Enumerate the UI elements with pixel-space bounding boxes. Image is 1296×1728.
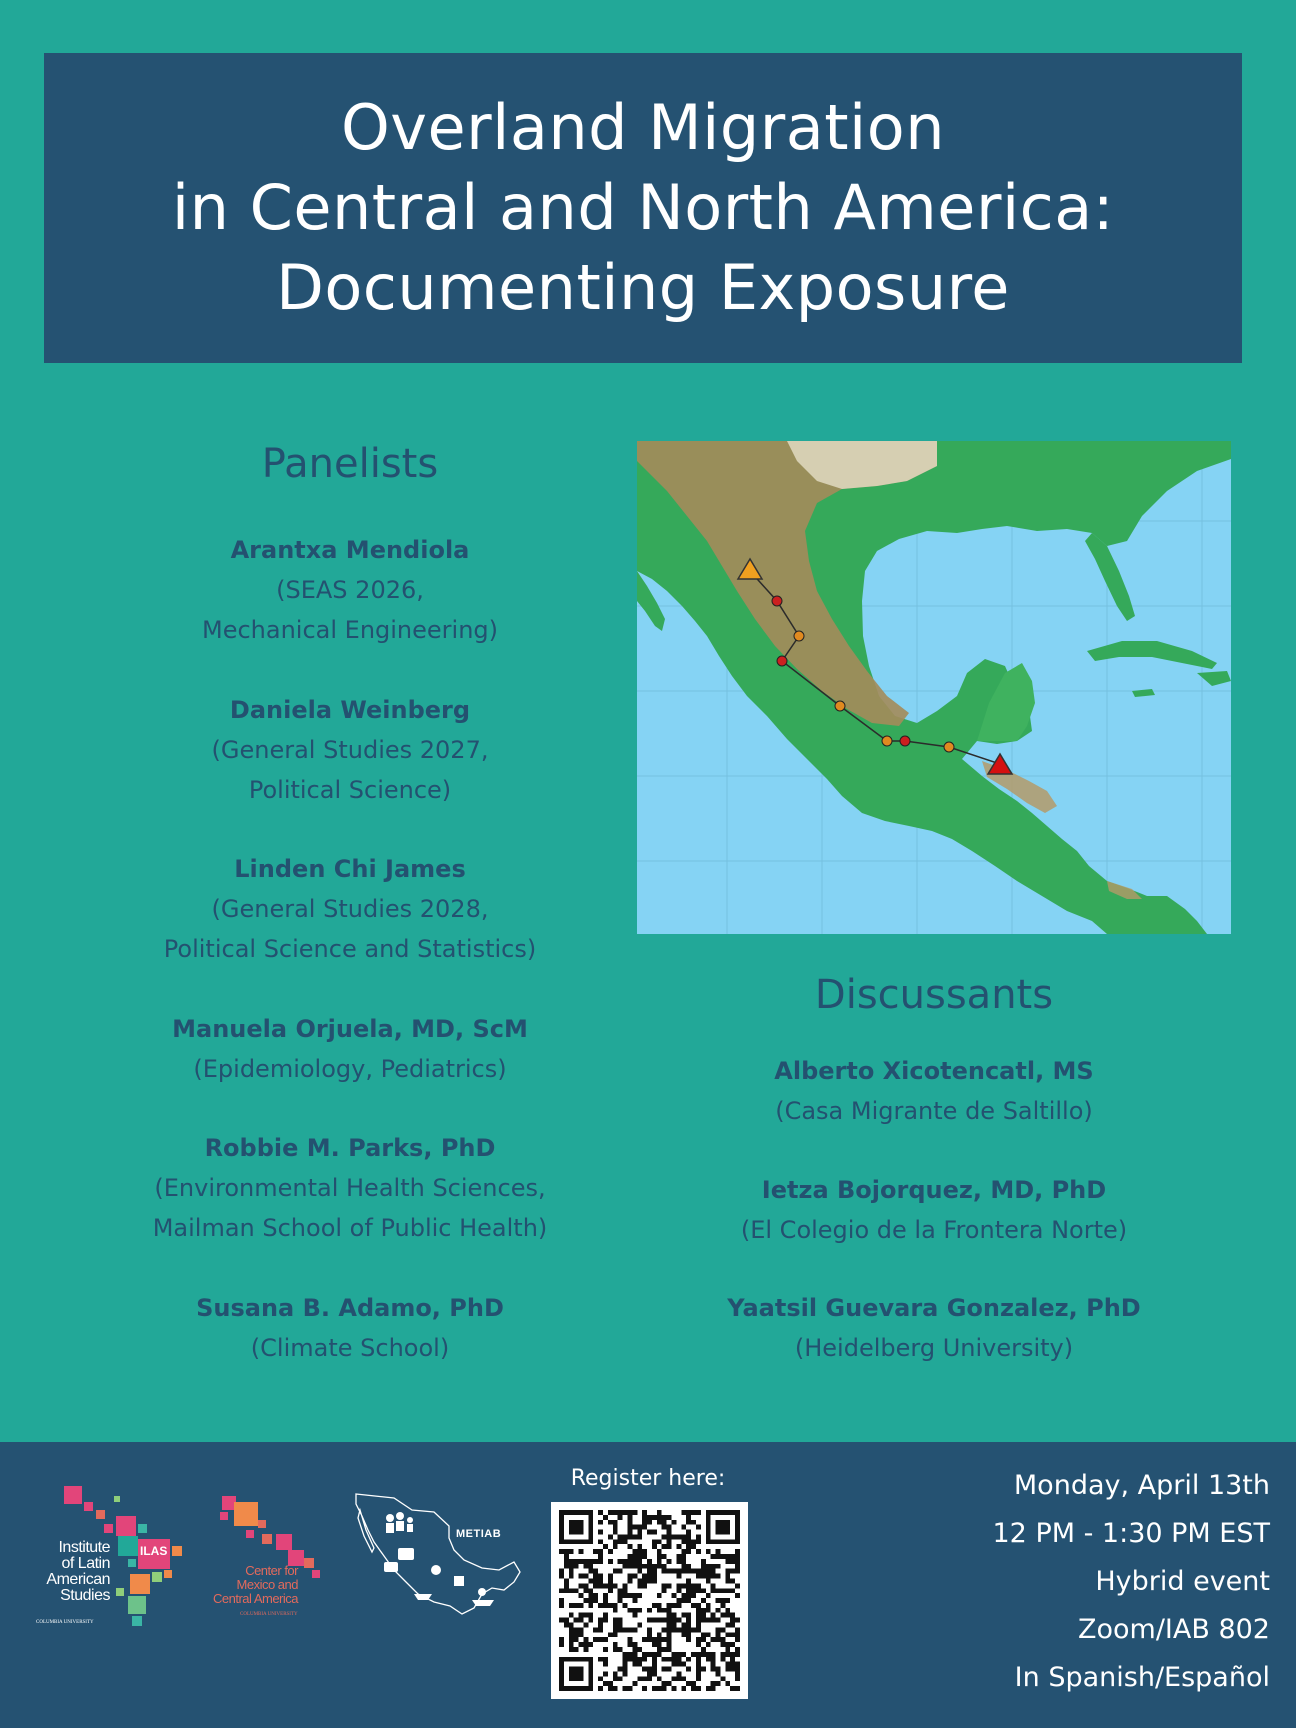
- event-title: [172, 88, 1114, 328]
- panelist-affiliation: (General Studies 2027,: [211, 736, 489, 764]
- discussant-name: Yaatsil Guevara Gonzalez, PhD: [727, 1294, 1141, 1322]
- metiab-label: METIAB: [456, 1528, 502, 1540]
- panelist-affiliation: Mechanical Engineering): [201, 616, 499, 644]
- discussant-1: [620, 1051, 1248, 1131]
- discussant-name: Alberto Xicotencatl, MS: [774, 1057, 1094, 1085]
- ilas-wordmark-line: Institute: [58, 1539, 110, 1556]
- title-banner: [44, 53, 1242, 363]
- panelist-affiliation: (SEAS 2026,: [276, 576, 424, 604]
- route-stop: [900, 736, 910, 746]
- register-label: Register here:: [570, 1466, 726, 1491]
- panelist-name: Linden Chi James: [234, 855, 466, 883]
- ilas-badge: ILAS: [140, 1544, 168, 1558]
- panelist-affiliation: Political Science): [248, 776, 452, 804]
- panelist-6: [60, 1288, 640, 1368]
- ilas-wordmark: [34, 1540, 110, 1604]
- metiab-map-icon: [354, 1490, 524, 1620]
- panelist-4: [60, 1009, 640, 1089]
- qr-code-icon: [559, 1510, 740, 1691]
- panelist-affiliation: (Climate School): [250, 1334, 450, 1362]
- discussant-affiliation: (Heidelberg University): [794, 1334, 1074, 1362]
- ilas-wordmark-line: Studies: [60, 1587, 110, 1604]
- route-stop: [882, 736, 892, 746]
- cmca-wordmark-line: Central America: [213, 1591, 298, 1606]
- metiab-logo: [354, 1490, 524, 1620]
- discussants-heading: Discussants: [814, 972, 1054, 1018]
- discussant-name: Ietza Bojorquez, MD, PhD: [761, 1176, 1107, 1204]
- cmca-wordmark: [198, 1564, 298, 1606]
- panelist-1: [60, 530, 640, 650]
- panelist-5: [60, 1128, 640, 1248]
- route-stop: [777, 656, 787, 666]
- event-details: [993, 1462, 1271, 1702]
- migration-route-map: [637, 441, 1231, 934]
- ilas-wordmark-line: of Latin: [61, 1555, 110, 1572]
- discussant-affiliation: (Casa Migrante de Saltillo): [775, 1097, 1093, 1125]
- registration-qr-code[interactable]: [551, 1502, 748, 1699]
- cmca-wordmark-line: Center for: [245, 1563, 298, 1578]
- route-stop: [944, 742, 954, 752]
- discussant-3: [620, 1288, 1248, 1368]
- panelist-name: Susana B. Adamo, PhD: [196, 1294, 504, 1322]
- panelist-affiliation: Mailman School of Public Health): [152, 1214, 548, 1242]
- discussant-2: [620, 1170, 1248, 1250]
- panelist-affiliation: (General Studies 2028,: [211, 895, 489, 923]
- route-stop: [794, 631, 804, 641]
- event-location: Zoom/IAB 802: [1077, 1614, 1270, 1645]
- panelist-3: [60, 849, 640, 969]
- event-format: Hybrid event: [1095, 1566, 1270, 1597]
- panelist-2: [60, 690, 640, 810]
- panelist-name: Daniela Weinberg: [229, 696, 471, 724]
- panelists-heading: Panelists: [261, 441, 439, 487]
- ilas-logo: [34, 1484, 194, 1629]
- event-date: Monday, April 13th: [1013, 1470, 1270, 1501]
- panelist-name: Manuela Orjuela, MD, ScM: [172, 1015, 528, 1043]
- panelist-name: Robbie M. Parks, PhD: [204, 1134, 496, 1162]
- cmca-wordmark-line: Mexico and: [236, 1577, 298, 1592]
- ilas-columbia: COLUMBIA UNIVERSITY: [36, 1620, 94, 1625]
- cmca-logo: [198, 1494, 343, 1624]
- title-line-3: Documenting Exposure: [276, 251, 1010, 324]
- panelist-affiliation: (Epidemiology, Pediatrics): [193, 1055, 507, 1083]
- route-stop: [835, 701, 845, 711]
- map-graphic: [637, 441, 1231, 934]
- route-stop: [772, 596, 782, 606]
- ilas-wordmark-line: American: [46, 1571, 110, 1588]
- panelist-name: Arantxa Mendiola: [230, 536, 470, 564]
- discussant-affiliation: (El Colegio de la Frontera Norte): [740, 1216, 1128, 1244]
- panelist-affiliation: Political Science and Statistics): [163, 935, 537, 963]
- event-language: In Spanish/Español: [1014, 1662, 1270, 1693]
- event-time: 12 PM - 1:30 PM EST: [992, 1518, 1270, 1549]
- title-line-2: in Central and North America:: [171, 171, 1115, 244]
- cmca-columbia: COLUMBIA UNIVERSITY: [240, 1612, 298, 1617]
- title-line-1: Overland Migration: [340, 91, 945, 164]
- panelist-affiliation: (Environmental Health Sciences,: [154, 1174, 546, 1202]
